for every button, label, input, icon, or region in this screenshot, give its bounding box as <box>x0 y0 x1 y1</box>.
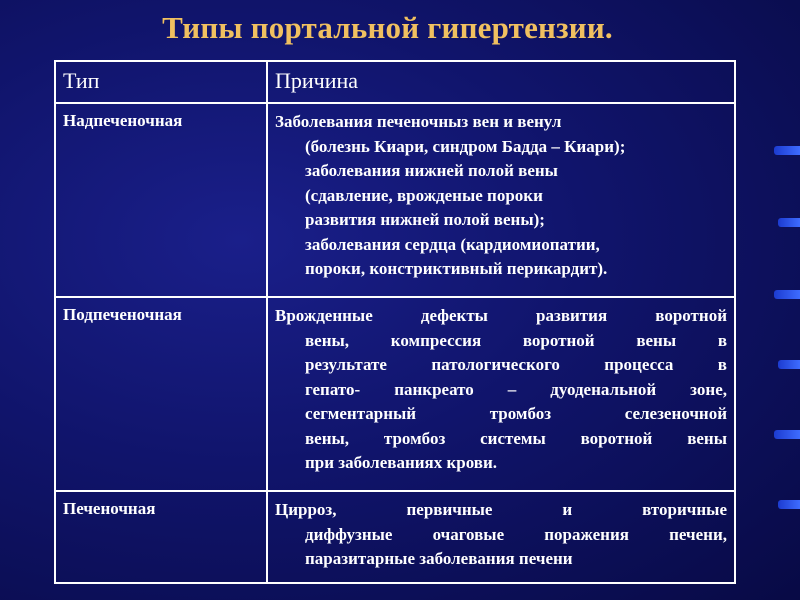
cause-line: Заболевания печеночныз вен и венул <box>275 112 562 131</box>
cause-line: пороки, констриктивный перикардит). <box>305 259 608 278</box>
decorative-stripe <box>778 218 800 227</box>
row-cause <box>267 297 735 491</box>
cause-line: гепато- панкреато – дуоденальной зоне, <box>305 379 727 399</box>
row-cause <box>267 103 735 297</box>
cause-line: вены, компрессия воротной вены в <box>305 330 727 350</box>
decorative-stripe <box>774 290 800 299</box>
table-header-row <box>55 61 735 103</box>
cause-line: заболевания сердца (кардиомиопатии, <box>305 234 600 254</box>
row-cause <box>267 491 735 583</box>
row-type: Подпеченочная <box>55 297 267 491</box>
cause-line: паразитарные заболевания печени <box>305 549 573 568</box>
cause-line: результате патологического процесса в <box>305 355 727 374</box>
cause-line: развития нижней полой вены); <box>305 210 545 229</box>
decorative-stripe <box>774 430 800 439</box>
header-cause: Причина <box>267 61 735 103</box>
portal-hypertension-table <box>54 60 736 584</box>
cause-line: заболевания нижней полой вены <box>305 161 558 180</box>
cause-line: диффузные очаговые поражения печени, <box>305 524 727 544</box>
row-type: Надпеченочная <box>55 103 267 297</box>
cause-line: (сдавление, врожденые пороки <box>305 185 543 205</box>
cause-line: при заболеваниях крови. <box>305 453 498 472</box>
cause-line: Цирроз, первичные и вторичные <box>275 500 727 519</box>
cause-line: Врожденные дефекты развития воротной <box>275 306 727 325</box>
table-row <box>55 491 735 583</box>
decorative-stripe <box>778 360 800 369</box>
row-type: Печеночная <box>55 491 267 583</box>
cause-line: (болезнь Киари, синдром Бадда – Киари); <box>305 136 626 156</box>
header-type: Тип <box>55 61 267 103</box>
decorative-stripe <box>774 146 800 155</box>
cause-line: вены, тромбоз системы воротной вены <box>305 428 727 448</box>
table-row <box>55 103 735 297</box>
decorative-stripe <box>778 500 800 509</box>
cause-line: сегментарный тромбоз селезеночной <box>305 404 727 423</box>
slide-title: Типы портальной гипертензии. <box>162 10 613 45</box>
table-row <box>55 297 735 491</box>
